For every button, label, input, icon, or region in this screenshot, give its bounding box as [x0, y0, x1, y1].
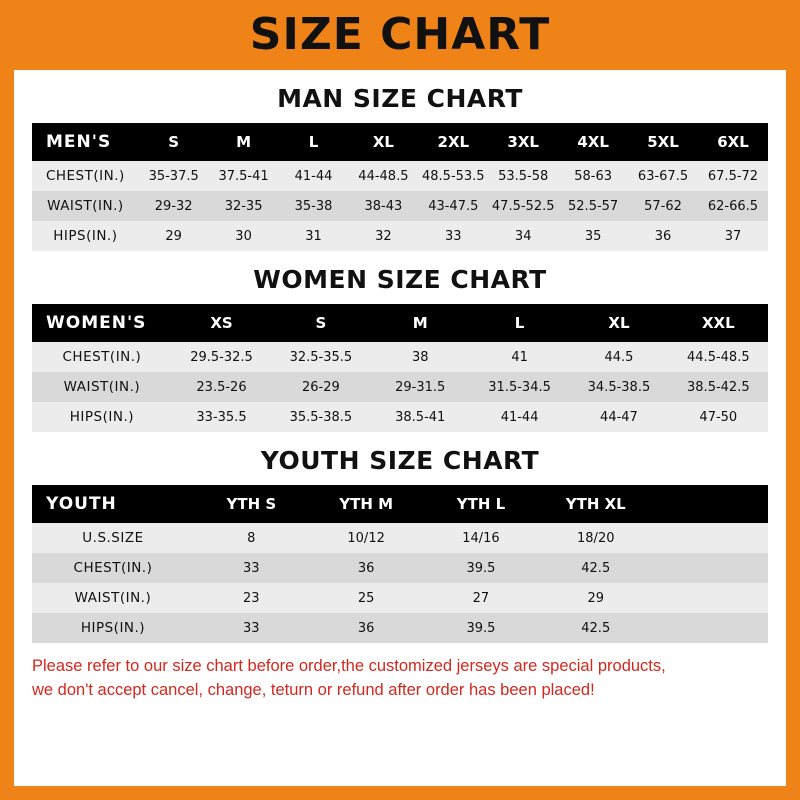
men-cell: 58-63: [558, 161, 628, 191]
men-cell: 67.5-72: [698, 161, 768, 191]
youth-cell: 14/16: [424, 523, 539, 553]
youth-cell: 23: [194, 583, 309, 613]
women-cell: 26-29: [271, 372, 370, 402]
women-cell: 29-31.5: [371, 372, 470, 402]
men-cell: 29-32: [139, 191, 209, 221]
men-col-header: L: [279, 123, 349, 161]
youth-cell: 39.5: [424, 553, 539, 583]
men-cell: 44-48.5: [348, 161, 418, 191]
women-cell: 38.5-41: [371, 402, 470, 432]
table-row: [32, 372, 768, 402]
women-cell: 33-35.5: [172, 402, 271, 432]
youth-cell: 25: [309, 583, 424, 613]
men-cell: 32-35: [209, 191, 279, 221]
bottom-accent-bar: [0, 786, 800, 800]
women-header-row: [32, 304, 768, 342]
youth-cell-empty: [653, 583, 768, 613]
table-row: [32, 583, 768, 613]
men-cell: 41-44: [279, 161, 349, 191]
women-row-label: HIPS(IN.): [32, 402, 172, 432]
youth-row-label: HIPS(IN.): [32, 613, 194, 643]
men-table-head: [32, 123, 768, 161]
men-row-label: HIPS(IN.): [32, 221, 139, 251]
youth-section-title: YOUTH SIZE CHART: [260, 446, 540, 475]
footer-note-line-2: we don't accept cancel, change, teturn or refund after order has been placed!: [32, 680, 595, 699]
men-cell: 32: [348, 221, 418, 251]
men-section-title: MAN SIZE CHART: [277, 84, 523, 113]
men-cell: 30: [209, 221, 279, 251]
youth-cell: 27: [424, 583, 539, 613]
women-col-header: XXL: [669, 304, 768, 342]
men-cell: 35-38: [279, 191, 349, 221]
women-cell: 35.5-38.5: [271, 402, 370, 432]
women-cell: 44-47: [569, 402, 668, 432]
youth-col-header-empty: [653, 485, 768, 523]
women-cell: 41-44: [470, 402, 569, 432]
men-header-row: [32, 123, 768, 161]
men-col-header: 6XL: [698, 123, 768, 161]
youth-header-row: [32, 485, 768, 523]
women-cell: 38.5-42.5: [669, 372, 768, 402]
women-section-title: WOMEN SIZE CHART: [253, 265, 547, 294]
youth-size-table: [32, 485, 768, 643]
youth-col-header: YTH S: [194, 485, 309, 523]
men-cell: 52.5-57: [558, 191, 628, 221]
men-col-header: 2XL: [418, 123, 488, 161]
women-cell: 32.5-35.5: [271, 342, 370, 372]
table-row: [32, 402, 768, 432]
men-cell: 43-47.5: [418, 191, 488, 221]
men-table-body: [32, 161, 768, 251]
youth-col-header: YTH XL: [538, 485, 653, 523]
table-row: [32, 613, 768, 643]
women-col-header: S: [271, 304, 370, 342]
women-cell: 38: [371, 342, 470, 372]
women-cell: 44.5-48.5: [669, 342, 768, 372]
youth-cell: 33: [194, 553, 309, 583]
youth-cell: 8: [194, 523, 309, 553]
table-row: [32, 191, 768, 221]
youth-cell: 33: [194, 613, 309, 643]
footer-note: [32, 655, 768, 703]
table-row: [32, 342, 768, 372]
youth-row-header: YOUTH: [32, 485, 194, 523]
table-row: [32, 221, 768, 251]
men-cell: 53.5-58: [488, 161, 558, 191]
men-size-table: [32, 123, 768, 251]
women-row-label: CHEST(IN.): [32, 342, 172, 372]
youth-cell: 18/20: [538, 523, 653, 553]
women-table-head: [32, 304, 768, 342]
men-cell: 29: [139, 221, 209, 251]
men-cell: 48.5-53.5: [418, 161, 488, 191]
men-cell: 47.5-52.5: [488, 191, 558, 221]
women-cell: 34.5-38.5: [569, 372, 668, 402]
women-cell: 44.5: [569, 342, 668, 372]
women-cell: 31.5-34.5: [470, 372, 569, 402]
youth-cell: 42.5: [538, 613, 653, 643]
youth-row-label: U.S.SIZE: [32, 523, 194, 553]
men-cell: 35: [558, 221, 628, 251]
women-col-header: L: [470, 304, 569, 342]
youth-cell-empty: [653, 553, 768, 583]
women-size-table: [32, 304, 768, 432]
youth-size-chart-section: [14, 446, 786, 643]
youth-cell: 42.5: [538, 553, 653, 583]
women-size-chart-section: [14, 265, 786, 432]
table-row: [32, 553, 768, 583]
youth-table-body: [32, 523, 768, 643]
youth-col-header: YTH M: [309, 485, 424, 523]
men-cell: 37: [698, 221, 768, 251]
women-cell: 41: [470, 342, 569, 372]
youth-cell: 36: [309, 553, 424, 583]
women-col-header: M: [371, 304, 470, 342]
men-col-header: S: [139, 123, 209, 161]
youth-cell: 29: [538, 583, 653, 613]
youth-cell: 36: [309, 613, 424, 643]
men-cell: 34: [488, 221, 558, 251]
men-cell: 36: [628, 221, 698, 251]
men-col-header: 3XL: [488, 123, 558, 161]
table-row: [32, 523, 768, 553]
men-size-chart-section: [14, 84, 786, 251]
men-col-header: M: [209, 123, 279, 161]
youth-cell: 10/12: [309, 523, 424, 553]
youth-cell-empty: [653, 613, 768, 643]
women-cell: 23.5-26: [172, 372, 271, 402]
men-row-label: CHEST(IN.): [32, 161, 139, 191]
youth-cell-empty: [653, 523, 768, 553]
men-cell: 63-67.5: [628, 161, 698, 191]
footer-note-line-1: Please refer to our size chart before order,the customized jerseys are special products,: [32, 657, 666, 675]
men-cell: 33: [418, 221, 488, 251]
women-cell: 29.5-32.5: [172, 342, 271, 372]
page-title: SIZE CHART: [249, 9, 551, 60]
women-cell: 47-50: [669, 402, 768, 432]
men-col-header: 5XL: [628, 123, 698, 161]
men-row-header: MEN'S: [32, 123, 139, 161]
men-cell: 37.5-41: [209, 161, 279, 191]
youth-row-label: WAIST(IN.): [32, 583, 194, 613]
men-col-header: 4XL: [558, 123, 628, 161]
men-cell: 35-37.5: [139, 161, 209, 191]
men-cell: 38-43: [348, 191, 418, 221]
table-row: [32, 161, 768, 191]
youth-table-head: [32, 485, 768, 523]
women-col-header: XS: [172, 304, 271, 342]
women-row-label: WAIST(IN.): [32, 372, 172, 402]
men-cell: 31: [279, 221, 349, 251]
youth-cell: 39.5: [424, 613, 539, 643]
banner: [0, 0, 800, 70]
men-cell: 62-66.5: [698, 191, 768, 221]
youth-row-label: CHEST(IN.): [32, 553, 194, 583]
men-col-header: XL: [348, 123, 418, 161]
women-col-header: XL: [569, 304, 668, 342]
women-table-body: [32, 342, 768, 432]
women-row-header: WOMEN'S: [32, 304, 172, 342]
men-cell: 57-62: [628, 191, 698, 221]
youth-col-header: YTH L: [424, 485, 539, 523]
men-row-label: WAIST(IN.): [32, 191, 139, 221]
